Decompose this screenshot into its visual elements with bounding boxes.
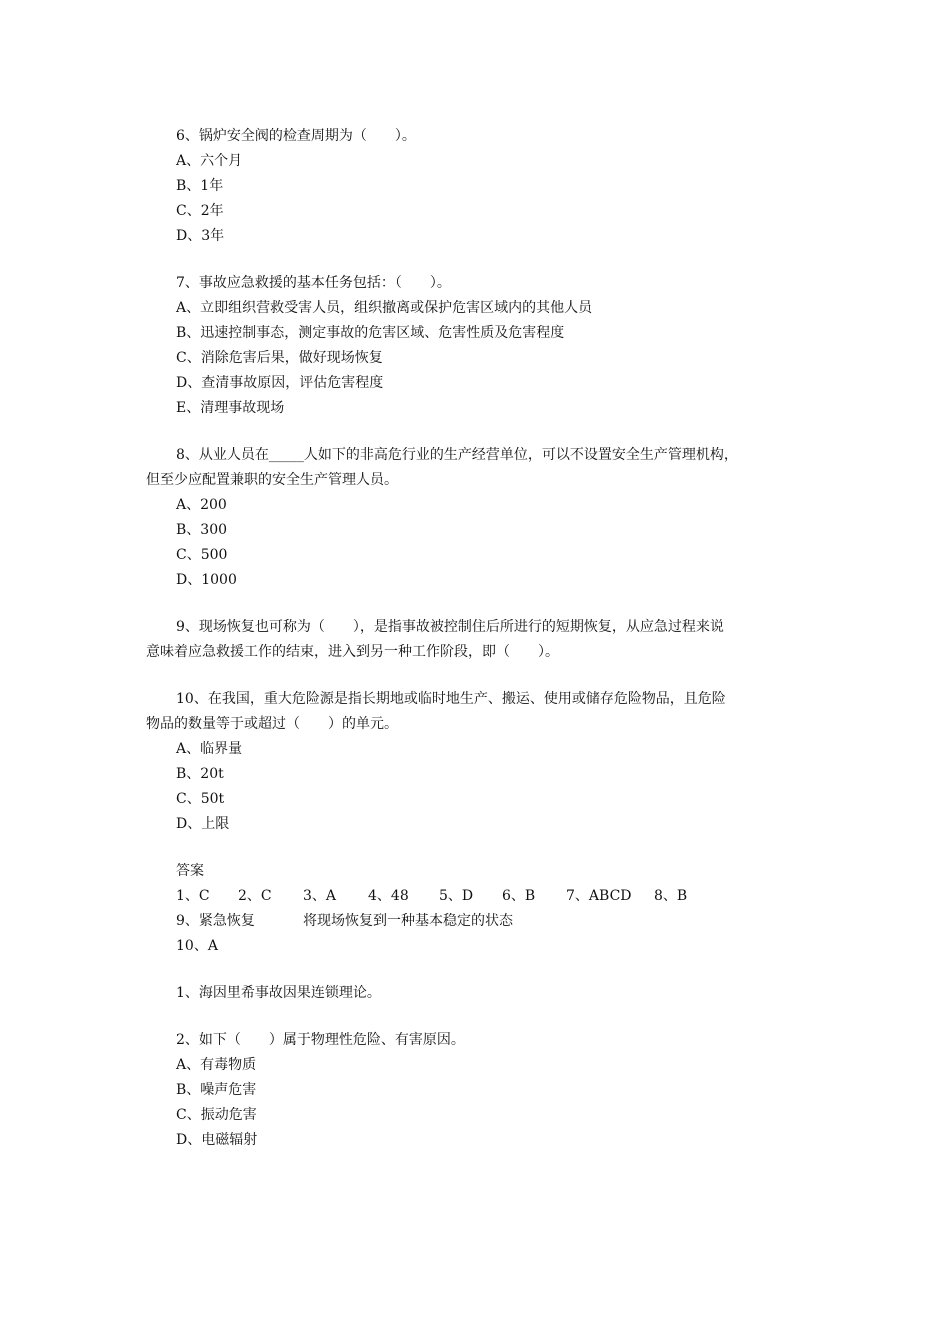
answer-item: 4、48 [368, 888, 409, 904]
q10-option-b: B、20t [176, 766, 224, 782]
q7-option-c: C、消除危害后果，做好现场恢复 [176, 350, 383, 366]
answers-title: 答案 [176, 863, 204, 879]
answer-item: 5、D [439, 888, 474, 904]
q6-option-d: D、3年 [176, 228, 225, 244]
s2-q2-option-c: C、振动危害 [176, 1107, 257, 1123]
q8-option-c: C、500 [176, 547, 228, 563]
q8-option-b: B、300 [176, 522, 228, 538]
s2-q1-stem: 1、海因里希事故因果连锁理论。 [176, 985, 381, 1001]
q8-stem-line2: 但至少应配置兼职的安全生产管理人员。 [146, 472, 398, 488]
answer-item: 7、ABCD [566, 888, 632, 904]
q8-stem-line1: 8、从业人员在_____人如下的非高危行业的生产经营单位，可以不设置安全生产管理机构， [176, 447, 738, 463]
s2-q2-option-b: B、噪声危害 [176, 1082, 257, 1098]
q8-option-a: A、200 [176, 497, 227, 513]
q6-option-b: B、1年 [176, 178, 224, 194]
q7-option-b: B、迅速控制事态，测定事故的危害区域、危害性质及危害程度 [176, 325, 565, 341]
q7-option-a: A、立即组织营救受害人员，组织撤离或保护危害区域内的其他人员 [176, 300, 593, 316]
answer-item: 1、C [176, 888, 210, 904]
q9-stem-line1: 9、现场恢复也可称为（ ），是指事故被控制住后所进行的短期恢复，从应急过程来说 [176, 619, 724, 635]
s2-q2-stem: 2、如下（ ）属于物理性危险、有害原因。 [176, 1032, 465, 1048]
q10-stem-line1: 10、在我国，重大危险源是指长期地或临时地生产、搬运、使用或储存危险物品，且危险 [176, 691, 726, 707]
q7-option-d: D、查清事故原因，评估危害程度 [176, 375, 384, 391]
answer-item: 3、A [303, 888, 337, 904]
q10-stem-line2: 物品的数量等于或超过（ ）的单元。 [146, 716, 398, 732]
answer-item: 8、B [654, 888, 688, 904]
answer-item: 6、B [502, 888, 536, 904]
s2-q2-option-a: A、有毒物质 [176, 1057, 257, 1073]
q6-option-c: C、2年 [176, 203, 224, 219]
q10-option-d: D、上限 [176, 816, 230, 832]
q10-option-a: A、临界量 [176, 741, 243, 757]
q8-option-d: D、1000 [176, 572, 237, 588]
q9-stem-line2: 意味着应急救援工作的结束，进入到另一种工作阶段，即（ ）。 [146, 644, 559, 660]
q6-stem: 6、锅炉安全阀的检查周期为（ ）。 [176, 128, 416, 144]
answer-item: 将现场恢复到一种基本稳定的状态 [303, 913, 513, 929]
q10-option-c: C、50t [176, 791, 225, 807]
answers-row-3: 10、A [176, 938, 218, 954]
q7-stem: 7、事故应急救援的基本任务包括：（ ）。 [176, 275, 451, 291]
q6-option-a: A、六个月 [176, 153, 243, 169]
answer-item: 9、紧急恢复 [176, 913, 255, 929]
answer-item: 2、C [238, 888, 272, 904]
s2-q2-option-d: D、电磁辐射 [176, 1132, 258, 1148]
q7-option-e: E、清理事故现场 [176, 400, 285, 416]
